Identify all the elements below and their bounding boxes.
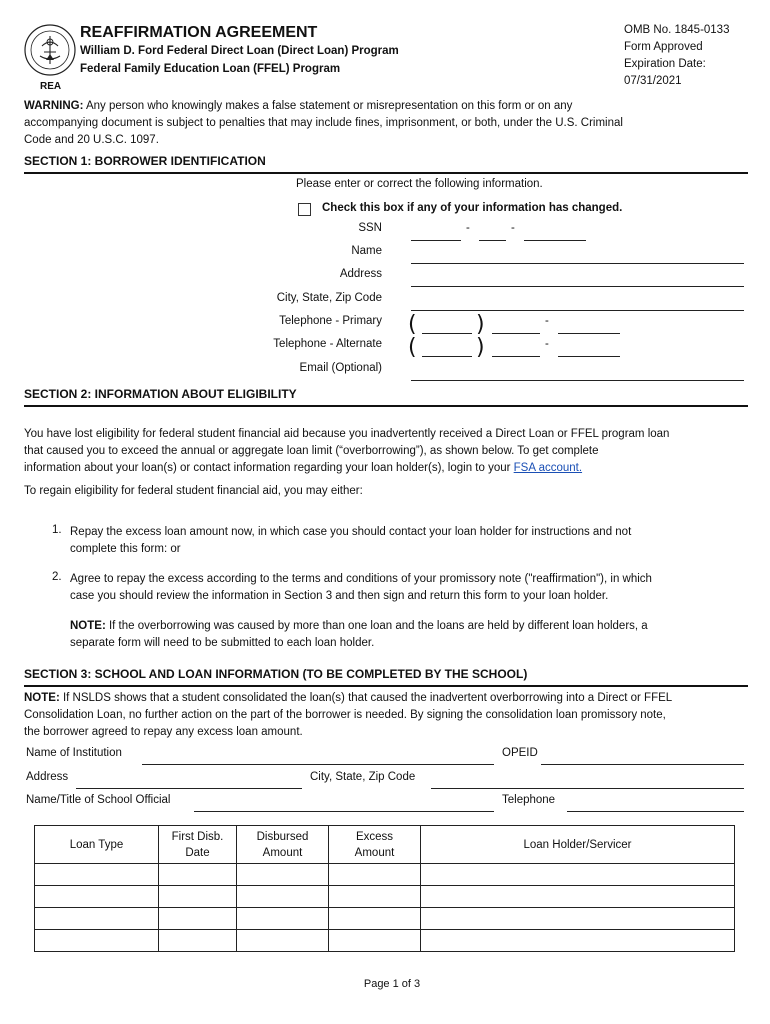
table-cell[interactable] <box>237 886 329 908</box>
school-official-field[interactable] <box>194 811 494 812</box>
header-loan-holder: Loan Holder/Servicer <box>421 826 735 864</box>
section3-note: NOTE: If NSLDS shows that a student consolidated the loan(s) that caused the inadvertent overborrowing into a Direct or FFEL Consolidation Loan, no further action on the part of the borrower is needed. By signing the consolidation loan promissory note, the borrower agreed to repay any excess loan amount. <box>24 692 673 738</box>
institution-field[interactable] <box>142 764 494 765</box>
ssn-field-3[interactable] <box>524 240 586 241</box>
table-cell[interactable] <box>159 908 237 930</box>
section1-instruction: Please enter or correct the following information. <box>296 178 543 190</box>
section2-title: SECTION 2: INFORMATION ABOUT ELIGIBILITY <box>24 387 297 401</box>
option1-number: 1. <box>52 524 62 536</box>
table-cell[interactable] <box>35 930 159 952</box>
institution-label: Name of Institution <box>26 747 122 759</box>
name-label: Name <box>351 245 382 257</box>
ssn-field-2[interactable] <box>479 240 506 241</box>
info-changed-label: Check this box if any of your information has changed. <box>322 202 623 214</box>
school-city-label: City, State, Zip Code <box>310 771 416 783</box>
table-cell[interactable] <box>329 864 421 886</box>
table-row <box>35 886 735 908</box>
telephone-alternate-area[interactable] <box>422 356 472 357</box>
table-cell[interactable] <box>159 864 237 886</box>
info-changed-checkbox[interactable] <box>298 203 311 216</box>
telephone-alternate-prefix[interactable] <box>492 356 540 357</box>
section1-rule <box>24 172 748 174</box>
table-cell[interactable] <box>421 908 735 930</box>
telephone-primary-label: Telephone - Primary <box>279 315 382 327</box>
warning-label: WARNING: <box>24 100 84 112</box>
telephone-primary-area[interactable] <box>422 333 472 334</box>
expiration-date: 07/31/2021 <box>624 75 682 87</box>
table-cell[interactable] <box>35 864 159 886</box>
email-field[interactable] <box>411 380 744 381</box>
expiration-label: Expiration Date: <box>624 58 706 70</box>
table-row <box>35 930 735 952</box>
email-label: Email (Optional) <box>299 362 382 374</box>
school-telephone-field[interactable] <box>567 811 744 812</box>
option2-text: Agree to repay the excess according to the terms and conditions of your promissory note ("reaffirmation"), in which case you should review the information in Section 3 and then sign and return this form to your loan holder. <box>70 573 652 602</box>
page-number: Page 1 of 3 <box>363 978 421 990</box>
option1-text: Repay the excess loan amount now, in which case you should contact your loan holder for instructions and not complete this form: or <box>70 526 632 555</box>
department-seal <box>24 24 76 76</box>
header-first-disb-date: First Disb. Date <box>159 826 237 864</box>
table-row <box>35 908 735 930</box>
school-telephone-label: Telephone <box>502 794 556 806</box>
table-cell[interactable] <box>35 908 159 930</box>
table-cell[interactable] <box>159 886 237 908</box>
table-cell[interactable] <box>329 930 421 952</box>
table-cell[interactable] <box>237 930 329 952</box>
telephone-alternate-label: Telephone - Alternate <box>273 338 382 350</box>
regain-eligibility-text: To regain eligibility for federal student financial aid, you may either: <box>24 485 363 497</box>
warning-text: WARNING: Any person who knowingly makes a false statement or misrepresentation on this form or on any accompanying document is subject to penalties that may include fines, imprisonment, or both, under the U.S. Criminal Code and 20 U.S.C. 1097. <box>24 100 623 146</box>
program-subtitle-ffel: Federal Family Education Loan (FFEL) Program <box>80 63 341 75</box>
table-cell[interactable] <box>35 886 159 908</box>
loan-table-header <box>35 826 735 864</box>
table-cell[interactable] <box>329 908 421 930</box>
header-loan-type: Loan Type <box>35 826 159 864</box>
table-cell[interactable] <box>421 930 735 952</box>
option2-number: 2. <box>52 571 62 583</box>
table-cell[interactable] <box>421 886 735 908</box>
program-subtitle-direct: William D. Ford Federal Direct Loan (Direct Loan) Program <box>80 45 399 57</box>
school-city-field[interactable] <box>431 788 744 789</box>
opeid-field[interactable] <box>541 764 744 765</box>
table-cell[interactable] <box>421 864 735 886</box>
school-official-label: Name/Title of School Official <box>26 794 171 806</box>
school-address-label: Address <box>26 771 69 783</box>
table-cell[interactable] <box>237 908 329 930</box>
section2-rule <box>24 405 748 407</box>
seal-abbreviation: REA <box>40 81 62 92</box>
table-cell[interactable] <box>329 886 421 908</box>
section1-title: SECTION 1: BORROWER IDENTIFICATION <box>24 154 266 168</box>
ssn-field-1[interactable] <box>411 240 461 241</box>
omb-number: OMB No. 1845-0133 <box>624 24 730 36</box>
name-field[interactable] <box>411 263 744 264</box>
form-approved: Form Approved <box>624 41 703 53</box>
table-row <box>35 864 735 886</box>
school-address-field[interactable] <box>76 788 302 789</box>
section3-title: SECTION 3: SCHOOL AND LOAN INFORMATION (TO BE COMPLETED BY THE SCHOOL) <box>24 667 528 681</box>
form-title: REAFFIRMATION AGREEMENT <box>80 24 318 41</box>
ssn-label: SSN <box>358 222 382 234</box>
header-disbursed-amount: Disbursed Amount <box>237 826 329 864</box>
address-field[interactable] <box>411 286 744 287</box>
opeid-label: OPEID <box>502 747 538 759</box>
eligibility-paragraph: You have lost eligibility for federal student financial aid because you inadvertently received a Direct Loan or FFEL program loan that caused you to exceed the annual or aggregate loan limit (“overborrowing”), as shown below. To get complete information about your loan(s) or contact information regarding your loan holder(s), login to your FSA account. <box>24 428 670 474</box>
telephone-alternate-line[interactable] <box>558 356 620 357</box>
loan-table <box>34 825 735 952</box>
address-label: Address <box>339 268 382 280</box>
section2-note: NOTE: If the overborrowing was caused by more than one loan and the loans are held by different loan holders, a separate form will need to be submitted to each loan holder. <box>70 620 648 649</box>
telephone-primary-line[interactable] <box>558 333 620 334</box>
fsa-account-link[interactable]: FSA account. <box>513 462 583 474</box>
table-cell[interactable] <box>237 864 329 886</box>
city-state-zip-field[interactable] <box>411 310 744 311</box>
telephone-primary-prefix[interactable] <box>492 333 540 334</box>
table-cell[interactable] <box>159 930 237 952</box>
section3-rule <box>24 685 748 687</box>
city-state-zip-label: City, State, Zip Code <box>276 292 382 304</box>
header-excess-amount: Excess Amount <box>329 826 421 864</box>
